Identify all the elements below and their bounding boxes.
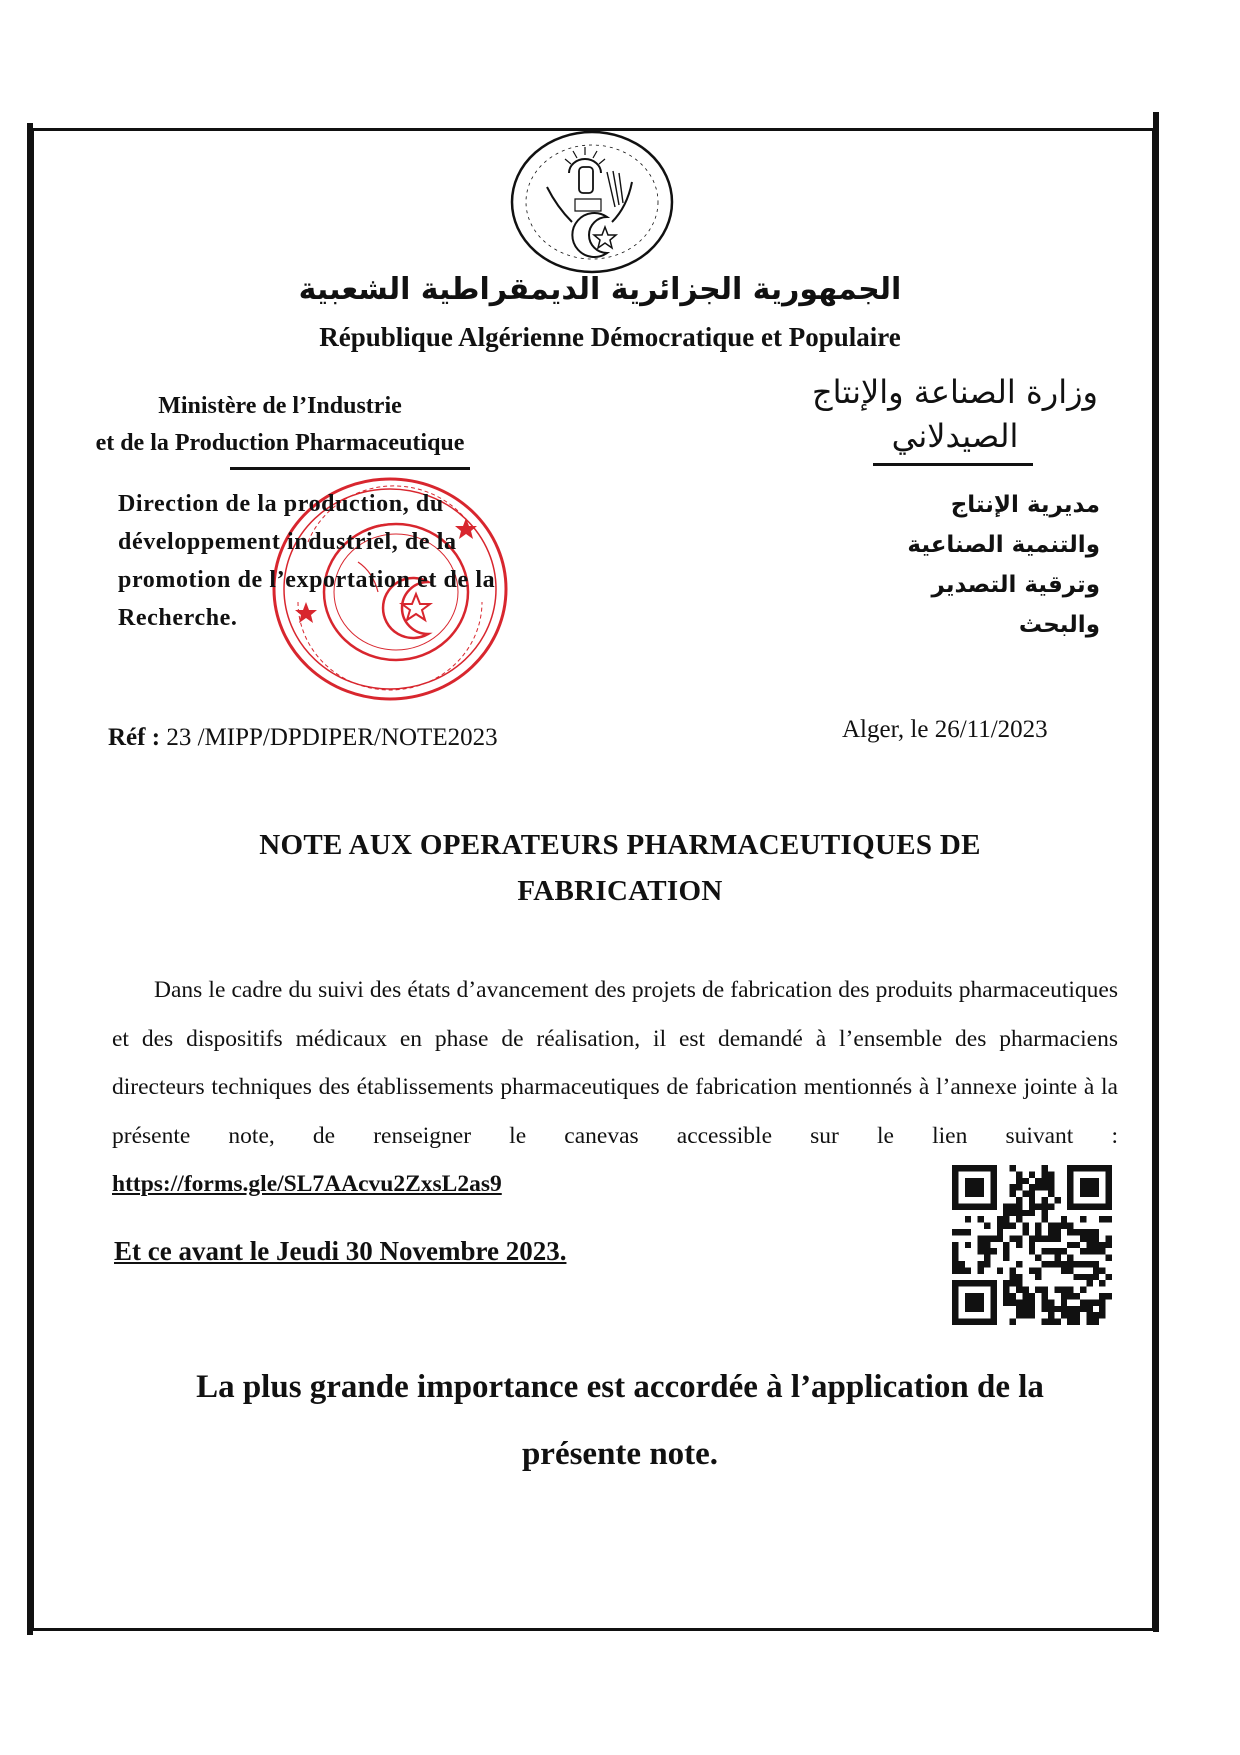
qr-module bbox=[1029, 1306, 1035, 1312]
qr-module bbox=[1067, 1287, 1073, 1293]
qr-module bbox=[1061, 1223, 1067, 1229]
qr-module bbox=[1022, 1223, 1028, 1229]
qr-module bbox=[1003, 1223, 1009, 1229]
qr-module bbox=[1048, 1229, 1054, 1235]
qr-module bbox=[965, 1242, 971, 1248]
qr-module bbox=[997, 1229, 1003, 1235]
qr-module bbox=[1086, 1261, 1092, 1267]
direction-fr-line-4: Recherche. bbox=[118, 605, 238, 631]
ministry-name-french bbox=[60, 388, 500, 462]
qr-module bbox=[1093, 1319, 1099, 1325]
qr-module bbox=[1106, 1255, 1112, 1261]
qr-module bbox=[1042, 1306, 1048, 1312]
qr-module bbox=[1042, 1319, 1048, 1325]
qr-module bbox=[1022, 1299, 1028, 1305]
qr-module bbox=[1029, 1242, 1035, 1248]
qr-module bbox=[1048, 1306, 1054, 1312]
direction-name-arabic bbox=[840, 485, 1100, 645]
qr-module bbox=[1010, 1184, 1016, 1190]
qr-module bbox=[1093, 1235, 1099, 1241]
ministry-name-arabic bbox=[800, 370, 1110, 458]
qr-module bbox=[1003, 1210, 1009, 1216]
qr-module bbox=[1042, 1235, 1048, 1241]
qr-module bbox=[1022, 1312, 1028, 1318]
qr-module bbox=[1042, 1261, 1048, 1267]
qr-module bbox=[1003, 1242, 1009, 1248]
qr-module bbox=[1042, 1184, 1048, 1190]
qr-module bbox=[1042, 1216, 1048, 1222]
qr-module bbox=[1048, 1312, 1054, 1318]
ministry-ar-line-1: وزارة الصناعة والإنتاج bbox=[812, 373, 1098, 411]
qr-module bbox=[1016, 1261, 1022, 1267]
qr-finder-pattern bbox=[952, 1280, 997, 1325]
qr-module bbox=[990, 1248, 996, 1254]
qr-module bbox=[978, 1261, 984, 1267]
qr-module bbox=[1048, 1203, 1054, 1209]
qr-finder-pattern bbox=[952, 1165, 997, 1210]
qr-module bbox=[952, 1242, 958, 1248]
qr-module bbox=[997, 1223, 1003, 1229]
qr-module bbox=[1035, 1267, 1041, 1273]
qr-module bbox=[1010, 1235, 1016, 1241]
qr-module bbox=[1061, 1216, 1067, 1222]
reference-label: Réf : bbox=[108, 724, 161, 751]
note-title bbox=[180, 822, 1060, 914]
qr-module bbox=[1029, 1312, 1035, 1318]
qr-module bbox=[1029, 1248, 1035, 1254]
qr-module bbox=[1016, 1235, 1022, 1241]
qr-module bbox=[1099, 1293, 1105, 1299]
qr-module bbox=[1099, 1267, 1105, 1273]
qr-module bbox=[1067, 1242, 1073, 1248]
qr-finder-pattern bbox=[1067, 1165, 1112, 1210]
qr-module bbox=[952, 1229, 958, 1235]
qr-module bbox=[1010, 1280, 1016, 1286]
qr-module bbox=[1016, 1306, 1022, 1312]
qr-module bbox=[1003, 1248, 1009, 1254]
qr-module bbox=[1003, 1287, 1009, 1293]
direction-ar-line-3: وترقية التصدير bbox=[931, 572, 1100, 598]
qr-module bbox=[1086, 1306, 1092, 1312]
qr-module bbox=[1080, 1216, 1086, 1222]
qr-module bbox=[978, 1242, 984, 1248]
qr-module bbox=[1048, 1178, 1054, 1184]
qr-module bbox=[1042, 1203, 1048, 1209]
qr-module bbox=[1099, 1312, 1105, 1318]
direction-ar-line-2: والتنمية الصناعية bbox=[907, 532, 1100, 558]
qr-module bbox=[1067, 1261, 1073, 1267]
ministry-underline-left bbox=[230, 467, 470, 470]
qr-module bbox=[1029, 1210, 1035, 1216]
qr-module bbox=[1067, 1293, 1073, 1299]
qr-module bbox=[1061, 1261, 1067, 1267]
qr-module bbox=[978, 1248, 984, 1254]
qr-module bbox=[1035, 1229, 1041, 1235]
qr-module bbox=[1010, 1210, 1016, 1216]
qr-module bbox=[1080, 1229, 1086, 1235]
qr-module bbox=[984, 1235, 990, 1241]
direction-ar-line-1: مديرية الإنتاج bbox=[950, 492, 1100, 518]
qr-module bbox=[1048, 1184, 1054, 1190]
qr-module bbox=[1074, 1274, 1080, 1280]
qr-module bbox=[1035, 1184, 1041, 1190]
closing-line-2: présente note. bbox=[521, 1436, 719, 1472]
qr-module bbox=[997, 1235, 1003, 1241]
closing-statement bbox=[150, 1354, 1090, 1488]
qr-module bbox=[1022, 1178, 1028, 1184]
qr-module bbox=[1074, 1261, 1080, 1267]
qr-module bbox=[1029, 1191, 1035, 1197]
qr-module bbox=[1016, 1197, 1022, 1203]
qr-module bbox=[1035, 1203, 1041, 1209]
document-date: Alger, le 26/11/2023 bbox=[842, 716, 1048, 743]
qr-module bbox=[1042, 1178, 1048, 1184]
qr-module bbox=[1003, 1293, 1009, 1299]
qr-module bbox=[1016, 1299, 1022, 1305]
qr-module bbox=[1054, 1261, 1060, 1267]
qr-module bbox=[1080, 1274, 1086, 1280]
qr-module bbox=[984, 1248, 990, 1254]
form-link[interactable]: https://forms.gle/SL7AAcvu2ZxsL2as9 bbox=[112, 1171, 502, 1197]
qr-module bbox=[1067, 1255, 1073, 1261]
qr-module bbox=[1086, 1229, 1092, 1235]
qr-module bbox=[1029, 1293, 1035, 1299]
qr-module bbox=[1067, 1229, 1073, 1235]
qr-module bbox=[1029, 1235, 1035, 1241]
qr-module bbox=[1042, 1210, 1048, 1216]
qr-module bbox=[978, 1267, 984, 1273]
qr-module bbox=[1086, 1312, 1092, 1318]
qr-module bbox=[1067, 1267, 1073, 1273]
qr-module bbox=[1074, 1229, 1080, 1235]
qr-module bbox=[1074, 1293, 1080, 1299]
qr-module bbox=[1054, 1287, 1060, 1293]
qr-module bbox=[1048, 1191, 1054, 1197]
qr-module bbox=[1022, 1210, 1028, 1216]
qr-module bbox=[1022, 1191, 1028, 1197]
qr-module bbox=[1003, 1280, 1009, 1286]
qr-module bbox=[1035, 1255, 1041, 1261]
qr-module bbox=[1029, 1184, 1035, 1190]
qr-module bbox=[1067, 1223, 1073, 1229]
qr-module bbox=[1048, 1319, 1054, 1325]
qr-module bbox=[978, 1216, 984, 1222]
ministry-ar-line-2: الصيدلاني bbox=[891, 417, 1019, 455]
qr-module bbox=[1016, 1274, 1022, 1280]
qr-module bbox=[1093, 1267, 1099, 1273]
qr-module bbox=[984, 1255, 990, 1261]
qr-module bbox=[997, 1216, 1003, 1222]
qr-module bbox=[1093, 1229, 1099, 1235]
qr-module bbox=[1106, 1274, 1112, 1280]
qr-module bbox=[1016, 1216, 1022, 1222]
qr-module bbox=[1080, 1299, 1086, 1305]
qr-module bbox=[1086, 1280, 1092, 1286]
qr-module bbox=[1029, 1197, 1035, 1203]
qr-module bbox=[1022, 1229, 1028, 1235]
qr-module bbox=[1029, 1267, 1035, 1273]
qr-module bbox=[1061, 1248, 1067, 1254]
qr-module bbox=[1016, 1171, 1022, 1177]
qr-module bbox=[1048, 1299, 1054, 1305]
qr-module bbox=[1086, 1248, 1092, 1254]
qr-module bbox=[984, 1242, 990, 1248]
qr-module bbox=[1010, 1267, 1016, 1273]
qr-module bbox=[1093, 1242, 1099, 1248]
qr-module bbox=[952, 1255, 958, 1261]
qr-module bbox=[958, 1261, 964, 1267]
qr-module bbox=[1086, 1299, 1092, 1305]
qr-module bbox=[1010, 1203, 1016, 1209]
qr-module bbox=[1035, 1274, 1041, 1280]
qr-module bbox=[1010, 1319, 1016, 1325]
qr-module bbox=[997, 1267, 1003, 1273]
qr-code-icon[interactable] bbox=[952, 1165, 1112, 1325]
ministry-fr-line-2: et de la Production Pharmaceutique bbox=[95, 430, 465, 456]
qr-module bbox=[1080, 1306, 1086, 1312]
qr-module bbox=[952, 1248, 958, 1254]
qr-module bbox=[1016, 1280, 1022, 1286]
qr-module bbox=[1022, 1306, 1028, 1312]
direction-name-french bbox=[118, 485, 548, 637]
qr-module bbox=[1099, 1216, 1105, 1222]
qr-module bbox=[1010, 1299, 1016, 1305]
qr-module bbox=[1054, 1248, 1060, 1254]
qr-module bbox=[1003, 1216, 1009, 1222]
qr-module bbox=[1042, 1293, 1048, 1299]
qr-module bbox=[1010, 1223, 1016, 1229]
reference-number bbox=[108, 724, 498, 752]
qr-module bbox=[1106, 1293, 1112, 1299]
qr-module bbox=[1061, 1299, 1067, 1305]
qr-module bbox=[1003, 1299, 1009, 1305]
qr-module bbox=[952, 1267, 958, 1273]
qr-module bbox=[1048, 1171, 1054, 1177]
qr-module bbox=[1067, 1319, 1073, 1325]
qr-module bbox=[1093, 1248, 1099, 1254]
qr-module bbox=[1099, 1299, 1105, 1305]
qr-module bbox=[1016, 1184, 1022, 1190]
qr-module bbox=[1080, 1287, 1086, 1293]
qr-module bbox=[1042, 1171, 1048, 1177]
qr-module bbox=[1054, 1306, 1060, 1312]
qr-module bbox=[1048, 1261, 1054, 1267]
qr-module bbox=[1035, 1223, 1041, 1229]
qr-module bbox=[1080, 1248, 1086, 1254]
qr-module bbox=[1035, 1287, 1041, 1293]
qr-module bbox=[1061, 1312, 1067, 1318]
qr-module bbox=[1010, 1165, 1016, 1171]
note-title-line-1: NOTE AUX OPERATEURS PHARMACEUTIQUES DE bbox=[259, 829, 981, 861]
qr-module bbox=[1016, 1178, 1022, 1184]
qr-module bbox=[1093, 1299, 1099, 1305]
qr-module bbox=[1054, 1235, 1060, 1241]
qr-module bbox=[1054, 1223, 1060, 1229]
page-border-right bbox=[1153, 112, 1159, 1632]
qr-module bbox=[1029, 1203, 1035, 1209]
qr-module bbox=[1003, 1203, 1009, 1209]
ministry-fr-line-1: Ministère de l’Industrie bbox=[158, 393, 402, 419]
qr-module bbox=[1061, 1267, 1067, 1273]
qr-module bbox=[1016, 1242, 1022, 1248]
qr-module bbox=[1080, 1261, 1086, 1267]
qr-module bbox=[1010, 1293, 1016, 1299]
qr-module bbox=[1099, 1242, 1105, 1248]
qr-module bbox=[958, 1229, 964, 1235]
qr-module bbox=[1029, 1299, 1035, 1305]
closing-line-1: La plus grande importance est accordée à l’application de la bbox=[196, 1369, 1044, 1405]
qr-module bbox=[1086, 1242, 1092, 1248]
qr-module bbox=[1106, 1216, 1112, 1222]
qr-module bbox=[1093, 1274, 1099, 1280]
qr-module bbox=[1074, 1319, 1080, 1325]
qr-module bbox=[1074, 1242, 1080, 1248]
qr-module bbox=[984, 1223, 990, 1229]
qr-module bbox=[1086, 1319, 1092, 1325]
note-title-line-2: FABRICATION bbox=[517, 875, 723, 907]
direction-fr-line-1: Direction de la production, du bbox=[118, 491, 444, 517]
qr-module bbox=[1074, 1312, 1080, 1318]
qr-module bbox=[1035, 1178, 1041, 1184]
qr-module bbox=[1086, 1274, 1092, 1280]
republic-title-french: République Algérienne Démocratique et Populaire bbox=[319, 322, 901, 352]
reference-value: 23 /MIPP/DPDIPER/NOTE2023 bbox=[166, 724, 498, 751]
qr-module bbox=[1016, 1210, 1022, 1216]
qr-module bbox=[1054, 1197, 1060, 1203]
qr-module bbox=[965, 1216, 971, 1222]
qr-module bbox=[965, 1229, 971, 1235]
body-text: Dans le cadre du suivi des états d’avancement des projets de fabrication des produits pharmaceutiques et des dispositifs médicaux en phase de réalisation, il est demandé à l’ensemble des pharmaciens directeurs techniques des établissements pharmaceutiques de fabrication mentionnés à l’annexe jointe à la présente note, de renseigner le canevas accessible sur le lien suivant : bbox=[112, 977, 1118, 1149]
qr-module bbox=[1061, 1293, 1067, 1299]
qr-module bbox=[1054, 1319, 1060, 1325]
qr-module bbox=[952, 1261, 958, 1267]
republic-title-arabic: الجمهورية الجزائرية الديمقراطية الشعبية bbox=[298, 272, 902, 307]
direction-fr-line-3: promotion de l’exportation et de la bbox=[118, 567, 496, 593]
qr-module bbox=[1010, 1274, 1016, 1280]
qr-module bbox=[1042, 1299, 1048, 1305]
qr-module bbox=[1106, 1235, 1112, 1241]
qr-module bbox=[1106, 1242, 1112, 1248]
ministry-underline-right bbox=[873, 463, 1033, 466]
qr-module bbox=[1093, 1261, 1099, 1267]
qr-module bbox=[1016, 1312, 1022, 1318]
qr-module bbox=[1010, 1191, 1016, 1197]
direction-fr-line-2: développement industriel, de la bbox=[118, 529, 457, 555]
qr-module bbox=[1061, 1287, 1067, 1293]
qr-module bbox=[1029, 1171, 1035, 1177]
qr-module bbox=[1099, 1306, 1105, 1312]
qr-module bbox=[990, 1235, 996, 1241]
qr-module bbox=[1048, 1235, 1054, 1241]
qr-module bbox=[1099, 1280, 1105, 1286]
qr-module bbox=[1074, 1306, 1080, 1312]
qr-module bbox=[1035, 1235, 1041, 1241]
qr-module bbox=[1022, 1287, 1028, 1293]
qr-module bbox=[1016, 1203, 1022, 1209]
qr-module bbox=[1003, 1255, 1009, 1261]
page-border-left bbox=[27, 123, 33, 1635]
qr-module bbox=[1054, 1229, 1060, 1235]
qr-module bbox=[1042, 1197, 1048, 1203]
qr-module bbox=[1067, 1312, 1073, 1318]
qr-module bbox=[1048, 1248, 1054, 1254]
qr-module bbox=[1016, 1287, 1022, 1293]
qr-module bbox=[1022, 1293, 1028, 1299]
qr-module bbox=[1048, 1223, 1054, 1229]
qr-module bbox=[1086, 1235, 1092, 1241]
qr-module bbox=[1042, 1248, 1048, 1254]
qr-module bbox=[1061, 1306, 1067, 1312]
qr-module bbox=[965, 1267, 971, 1273]
qr-module bbox=[1042, 1165, 1048, 1171]
deadline-text: Et ce avant le Jeudi 30 Novembre 2023. bbox=[114, 1236, 567, 1266]
qr-module bbox=[1042, 1287, 1048, 1293]
qr-module bbox=[1067, 1306, 1073, 1312]
qr-module bbox=[978, 1235, 984, 1241]
qr-module bbox=[1080, 1235, 1086, 1241]
direction-ar-line-4: والبحث bbox=[1018, 612, 1100, 638]
emblem-icon bbox=[507, 127, 677, 277]
qr-module bbox=[984, 1261, 990, 1267]
qr-module bbox=[958, 1267, 964, 1273]
qr-module bbox=[1099, 1248, 1105, 1254]
qr-module bbox=[1054, 1255, 1060, 1261]
qr-module bbox=[1093, 1312, 1099, 1318]
